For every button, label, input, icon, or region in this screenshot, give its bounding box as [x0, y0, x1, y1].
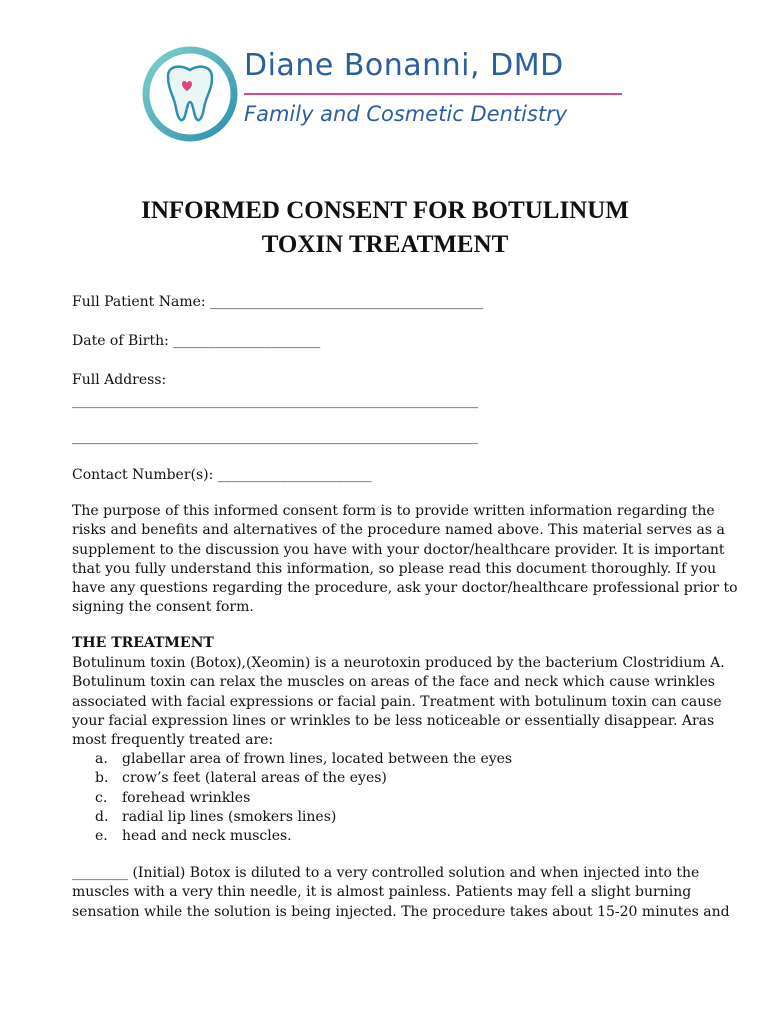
address-line-1[interactable]: __________________________________________________________ [72, 393, 478, 409]
treatment-line: most frequently treated are: [72, 732, 274, 749]
purpose-line: supplement to the discussion you have with your doctor/healthcare provider. It is important [72, 541, 725, 558]
list-item [95, 750, 512, 769]
tooth-logo-icon [142, 46, 238, 142]
document-title-line-2: TOXIN TREATMENT [261, 231, 509, 258]
treatment-line: Botulinum toxin (Botox),(Xeomin) is a neurotoxin produced by the bacterium Clostridium A. [72, 655, 725, 671]
practice-name: Diane Bonanni, DMD [244, 48, 564, 83]
list-marker: b. [95, 770, 109, 787]
list-text: crow’s feet (lateral areas of the eyes) [122, 770, 387, 787]
contact-number-field[interactable]: Contact Number(s): ______________________ [72, 467, 372, 483]
list-item [95, 769, 512, 788]
purpose-line: that you fully understand this information, so please read this document thoroughly. If you [72, 560, 717, 577]
treatment-heading: THE TREATMENT [72, 635, 214, 651]
practice-tagline: Family and Cosmetic Dentistry [244, 102, 568, 126]
treatment-areas-list [95, 750, 512, 846]
purpose-paragraph [72, 502, 738, 618]
purpose-line: The purpose of this informed consent form is to provide written information regarding the [72, 503, 715, 519]
purpose-line: signing the consent form. [72, 599, 254, 616]
initial-line[interactable]: ________ (Initial) Botox is diluted to a very controlled solution and when injected into the [72, 865, 700, 881]
list-item [95, 789, 512, 808]
list-text: head and neck muscles. [122, 828, 292, 845]
full-name-field[interactable]: Full Patient Name: _______________________________________ [72, 294, 484, 310]
purpose-line: have any questions regarding the procedure, ask your doctor/healthcare professional prior to [72, 580, 738, 597]
document-title-line-1: INFORMED CONSENT FOR BOTULINUM [141, 197, 629, 224]
list-marker: d. [95, 808, 109, 825]
address-line-2[interactable]: __________________________________________________________ [72, 429, 478, 445]
treatment-line: your facial expression lines or wrinkles to be less noticeable or essentially disappear. Aras [72, 712, 715, 729]
address-label: Full Address: [72, 372, 167, 388]
practice-logo [142, 46, 632, 142]
dob-field[interactable]: Date of Birth: _____________________ [72, 333, 321, 349]
list-item [95, 808, 512, 827]
list-marker: c. [95, 789, 108, 806]
list-marker: a. [95, 751, 108, 767]
list-text: forehead wrinkles [122, 789, 251, 806]
purpose-line: risks and benefits and alternatives of the procedure named above. This material serves as a [72, 522, 725, 539]
list-marker: e. [95, 828, 108, 845]
list-item [95, 827, 512, 846]
treatment-line: associated with facial expressions or facial pain. Treatment with botulinum toxin can cause [72, 693, 722, 710]
logo-divider [244, 93, 622, 95]
treatment-line: Botulinum toxin can relax the muscles on areas of the face and neck which cause wrinkles [72, 674, 715, 691]
initial-line: muscles with a very thin needle, it is almost painless. Patients may fell a slight burning [72, 884, 692, 901]
initial-line: sensation while the solution is being injected. The procedure takes about 15-20 minutes and [72, 903, 730, 920]
list-text: glabellar area of frown lines, located between the eyes [122, 751, 513, 767]
treatment-paragraph [72, 654, 725, 750]
initial-paragraph [72, 864, 730, 922]
list-text: radial lip lines (smokers lines) [122, 808, 337, 825]
